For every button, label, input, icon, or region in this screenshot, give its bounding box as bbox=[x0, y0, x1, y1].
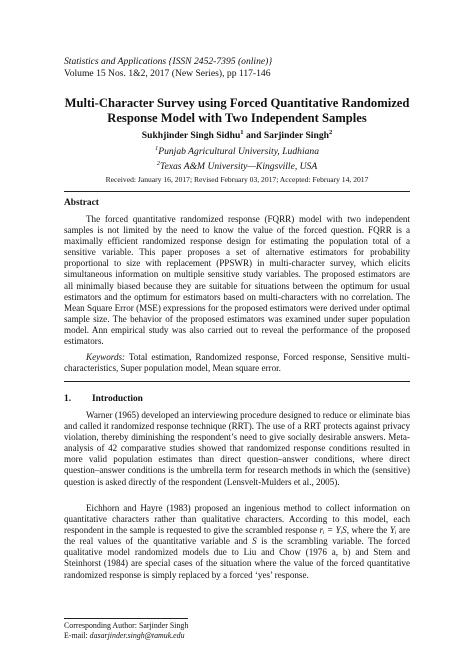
affiliation-1 bbox=[40, 143, 434, 159]
abstract-divider bbox=[64, 381, 410, 382]
journal-volume: Volume 15 Nos. 1&2, 2017 (New Series), pp 117-146 bbox=[64, 68, 271, 79]
affiliation-2-text: Texas A&M University—Kingsville, USA bbox=[160, 161, 318, 173]
author-conjunction: and bbox=[243, 130, 264, 142]
math-s: S bbox=[252, 536, 257, 547]
email-address: dasarjinder.singh@tamuk.edu bbox=[89, 631, 185, 640]
section-number: 1. bbox=[64, 394, 72, 404]
intro-p2-part-b: , where the bbox=[346, 525, 390, 536]
intro-paragraph-1: Warner (1965) developed an interviewing procedure designed to reduce or eliminate bias and called it randomized response technique (RRT). The use of a RRT protects against privacy violation, thereby diminishing the respondent’s need to give socially desirable answers. Meta-analysis of 42 comparative studies showed that randomized response conditions resulted in more valid population estimates than direct question–answer conditions, where direct question–answer conditions is the umbrella term for research methods in which the (sensitive) question is asked directly of the respondent (Lensvelt-Mulders et al., 2005). bbox=[64, 410, 410, 487]
received-dates: Received: January 16, 2017; Revised February 03, 2017; Accepted: February 14, 2017 bbox=[105, 175, 369, 184]
corresponding-author: Corresponding Author: Sarjinder Singh bbox=[64, 621, 189, 630]
intro-p2-part-d: is the scrambling variable. The forced qualitative model randomized models due to Liu and Chow (1976 a, b) and Stem and Steinhorst (1984) are special cases of the situation where the value of the forced quantitative randomized response is simply replaced by a forced ‘yes’ response. bbox=[64, 536, 410, 580]
math-y-i: Yᵢ bbox=[389, 525, 397, 536]
author-names bbox=[40, 127, 434, 143]
intro-p2-part-a: Eichhorn and Hayre (1983) proposed an ingenious method to collect information on quantitative characters rather than qualitative characters. According to this model, each respondent in the sample is requested to give the scrambled response bbox=[64, 503, 410, 536]
footnote-divider bbox=[64, 618, 188, 619]
affiliation-2-sup: 2 bbox=[156, 160, 160, 168]
email-label: E-mail: bbox=[64, 631, 90, 640]
section-heading-introduction bbox=[64, 394, 143, 404]
intro-p2-part-c: are the real values of the quantitative variable and bbox=[64, 525, 410, 547]
author-block bbox=[40, 127, 434, 174]
keywords-text: Total estimation, Randomized response, Forced response, Sensitive multi-characteristics, Super population model, Mean square error. bbox=[64, 352, 410, 374]
author-2-sup: 2 bbox=[328, 129, 333, 136]
email-line bbox=[64, 631, 188, 641]
section-title: Introduction bbox=[92, 394, 143, 404]
affiliation-1-sup: 1 bbox=[154, 144, 159, 152]
affiliation-2 bbox=[40, 158, 434, 174]
paper-title: Multi-Character Survey using Forced Quantitative Randomized Response Model with Two Independent Samples bbox=[64, 96, 410, 125]
keywords bbox=[64, 352, 410, 374]
author-1-sup: 1 bbox=[240, 129, 244, 136]
math-scrambled-response: rᵢ = YᵢS bbox=[319, 525, 347, 536]
intro-paragraph-2 bbox=[64, 503, 410, 581]
footnote bbox=[64, 621, 188, 641]
author-1: Sukhjinder Singh Sidhu bbox=[141, 130, 241, 142]
abstract-text: The forced quantitative randomized response (FQRR) model with two independent samples is not limited by the need to know the value of the forced question. FQRR is a maximally efficient randomized response design for estimating the population total of a sensitive variable. This paper proposes a set of alternative estimators for probability proportional to size with replacement (PPSWR) in multi-character survey, which elicits simultaneous information on multiple sensitive study variables. The proposed estimators are all minimally biased because they are suitable for situations between the optimum for usual estimators and the optimum for estimators based on multi-characters with no correlation. The Mean Square Error (MSE) expressions for the proposed estimators were derived under optimal sample size. The behavior of the proposed estimators was examined under super population model. Ann empirical study was also carried out to reveal the performance of the proposed estimators. bbox=[64, 214, 410, 347]
author-2: Sarjinder Singh bbox=[263, 130, 329, 142]
header-divider bbox=[64, 191, 410, 192]
journal-name: Statistics and Applications {ISSN 2452-7395 (online)} bbox=[64, 56, 273, 67]
journal-header bbox=[64, 56, 272, 80]
affiliation-1-text: Punjab Agricultural University, Ludhiana bbox=[158, 145, 320, 157]
abstract-heading: Abstract bbox=[64, 198, 99, 208]
keywords-label: Keywords: bbox=[86, 352, 126, 362]
